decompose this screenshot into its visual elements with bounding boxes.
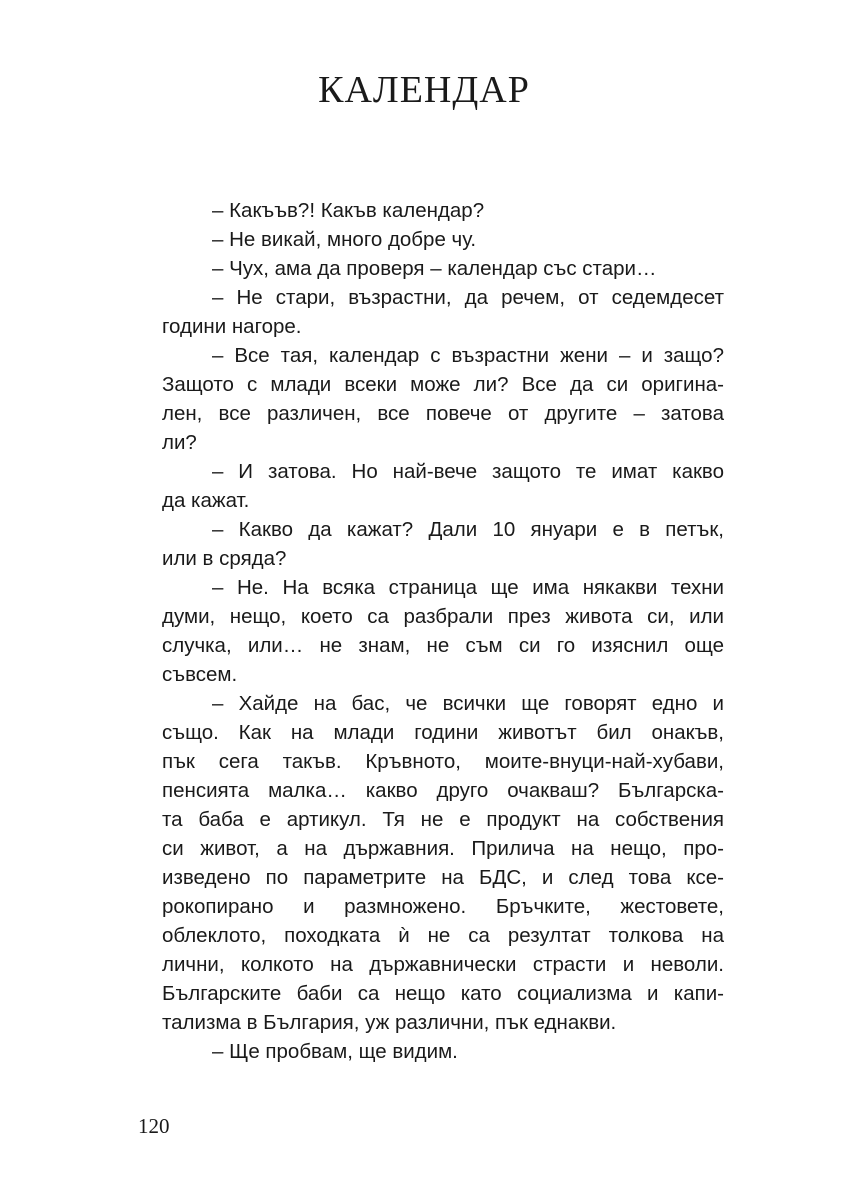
text-line: години нагоре.	[162, 315, 302, 338]
text-line: – Не викай, много добре чу.	[212, 228, 477, 251]
text-line: думи, нещо, което са разбрали през живота си, или	[162, 605, 724, 628]
text-line: та баба е артикул. Тя не е продукт на собствения	[162, 808, 724, 831]
text-line: си живот, а на държавния. Прилича на нещо, про-	[162, 837, 724, 860]
page-number: 120	[138, 1114, 170, 1138]
text-line: – Чух, ама да проверя – календар със стари…	[212, 257, 657, 280]
body-text	[162, 196, 724, 1066]
text-line: пък сега такъв. Кръвното, моите-внуци-най-хубави,	[162, 750, 724, 773]
text-line: да кажат.	[162, 489, 250, 512]
text-line: случка, или… не знам, не съм си го изяснил още	[162, 634, 724, 657]
text-line: – И затова. Но най-вече защото те имат какво	[212, 460, 724, 483]
text-line: – Какво да кажат? Дали 10 януари е в петък,	[212, 518, 724, 541]
text-line: съвсем.	[162, 663, 238, 686]
text-line: – Все тая, календар с възрастни жени – и защо?	[212, 344, 724, 367]
text-line: също. Как на млади години животът бил онакъв,	[162, 721, 724, 744]
text-line: Защото с млади всеки може ли? Все да си оригина-	[162, 373, 724, 396]
chapter-title: КАЛЕНДАР	[318, 69, 530, 111]
text-line: пенсията малка… какво друго очакваш? Българска-	[162, 779, 724, 802]
text-line: облеклото, походката ѝ не са резултат толкова на	[162, 924, 724, 947]
text-line: или в сряда?	[162, 547, 287, 570]
text-line: – Хайде на бас, че всички ще говорят едно и	[212, 692, 724, 715]
text-line: ли?	[162, 431, 197, 454]
text-line: лични, колкото на държавнически страсти и неволи.	[162, 953, 724, 976]
text-line: – Не. На всяка страница ще има някакви техни	[212, 576, 724, 599]
text-line: лен, все различен, все повече от другите – затова	[162, 402, 724, 425]
text-line: Българските баби са нещо като социализма и капи-	[162, 982, 724, 1005]
text-line: изведено по параметрите на БДС, и след това ксе-	[162, 866, 724, 889]
text-line: рокопирано и размножено. Бръчките, жестовете,	[162, 895, 724, 918]
text-line: – Не стари, възрастни, да речем, от седемдесет	[212, 286, 724, 309]
text-line: – Какъъв?! Какъв календар?	[212, 199, 485, 222]
text-line: – Ще пробвам, ще видим.	[212, 1040, 458, 1063]
text-line: тализма в България, уж различни, пък еднакви.	[162, 1011, 617, 1034]
